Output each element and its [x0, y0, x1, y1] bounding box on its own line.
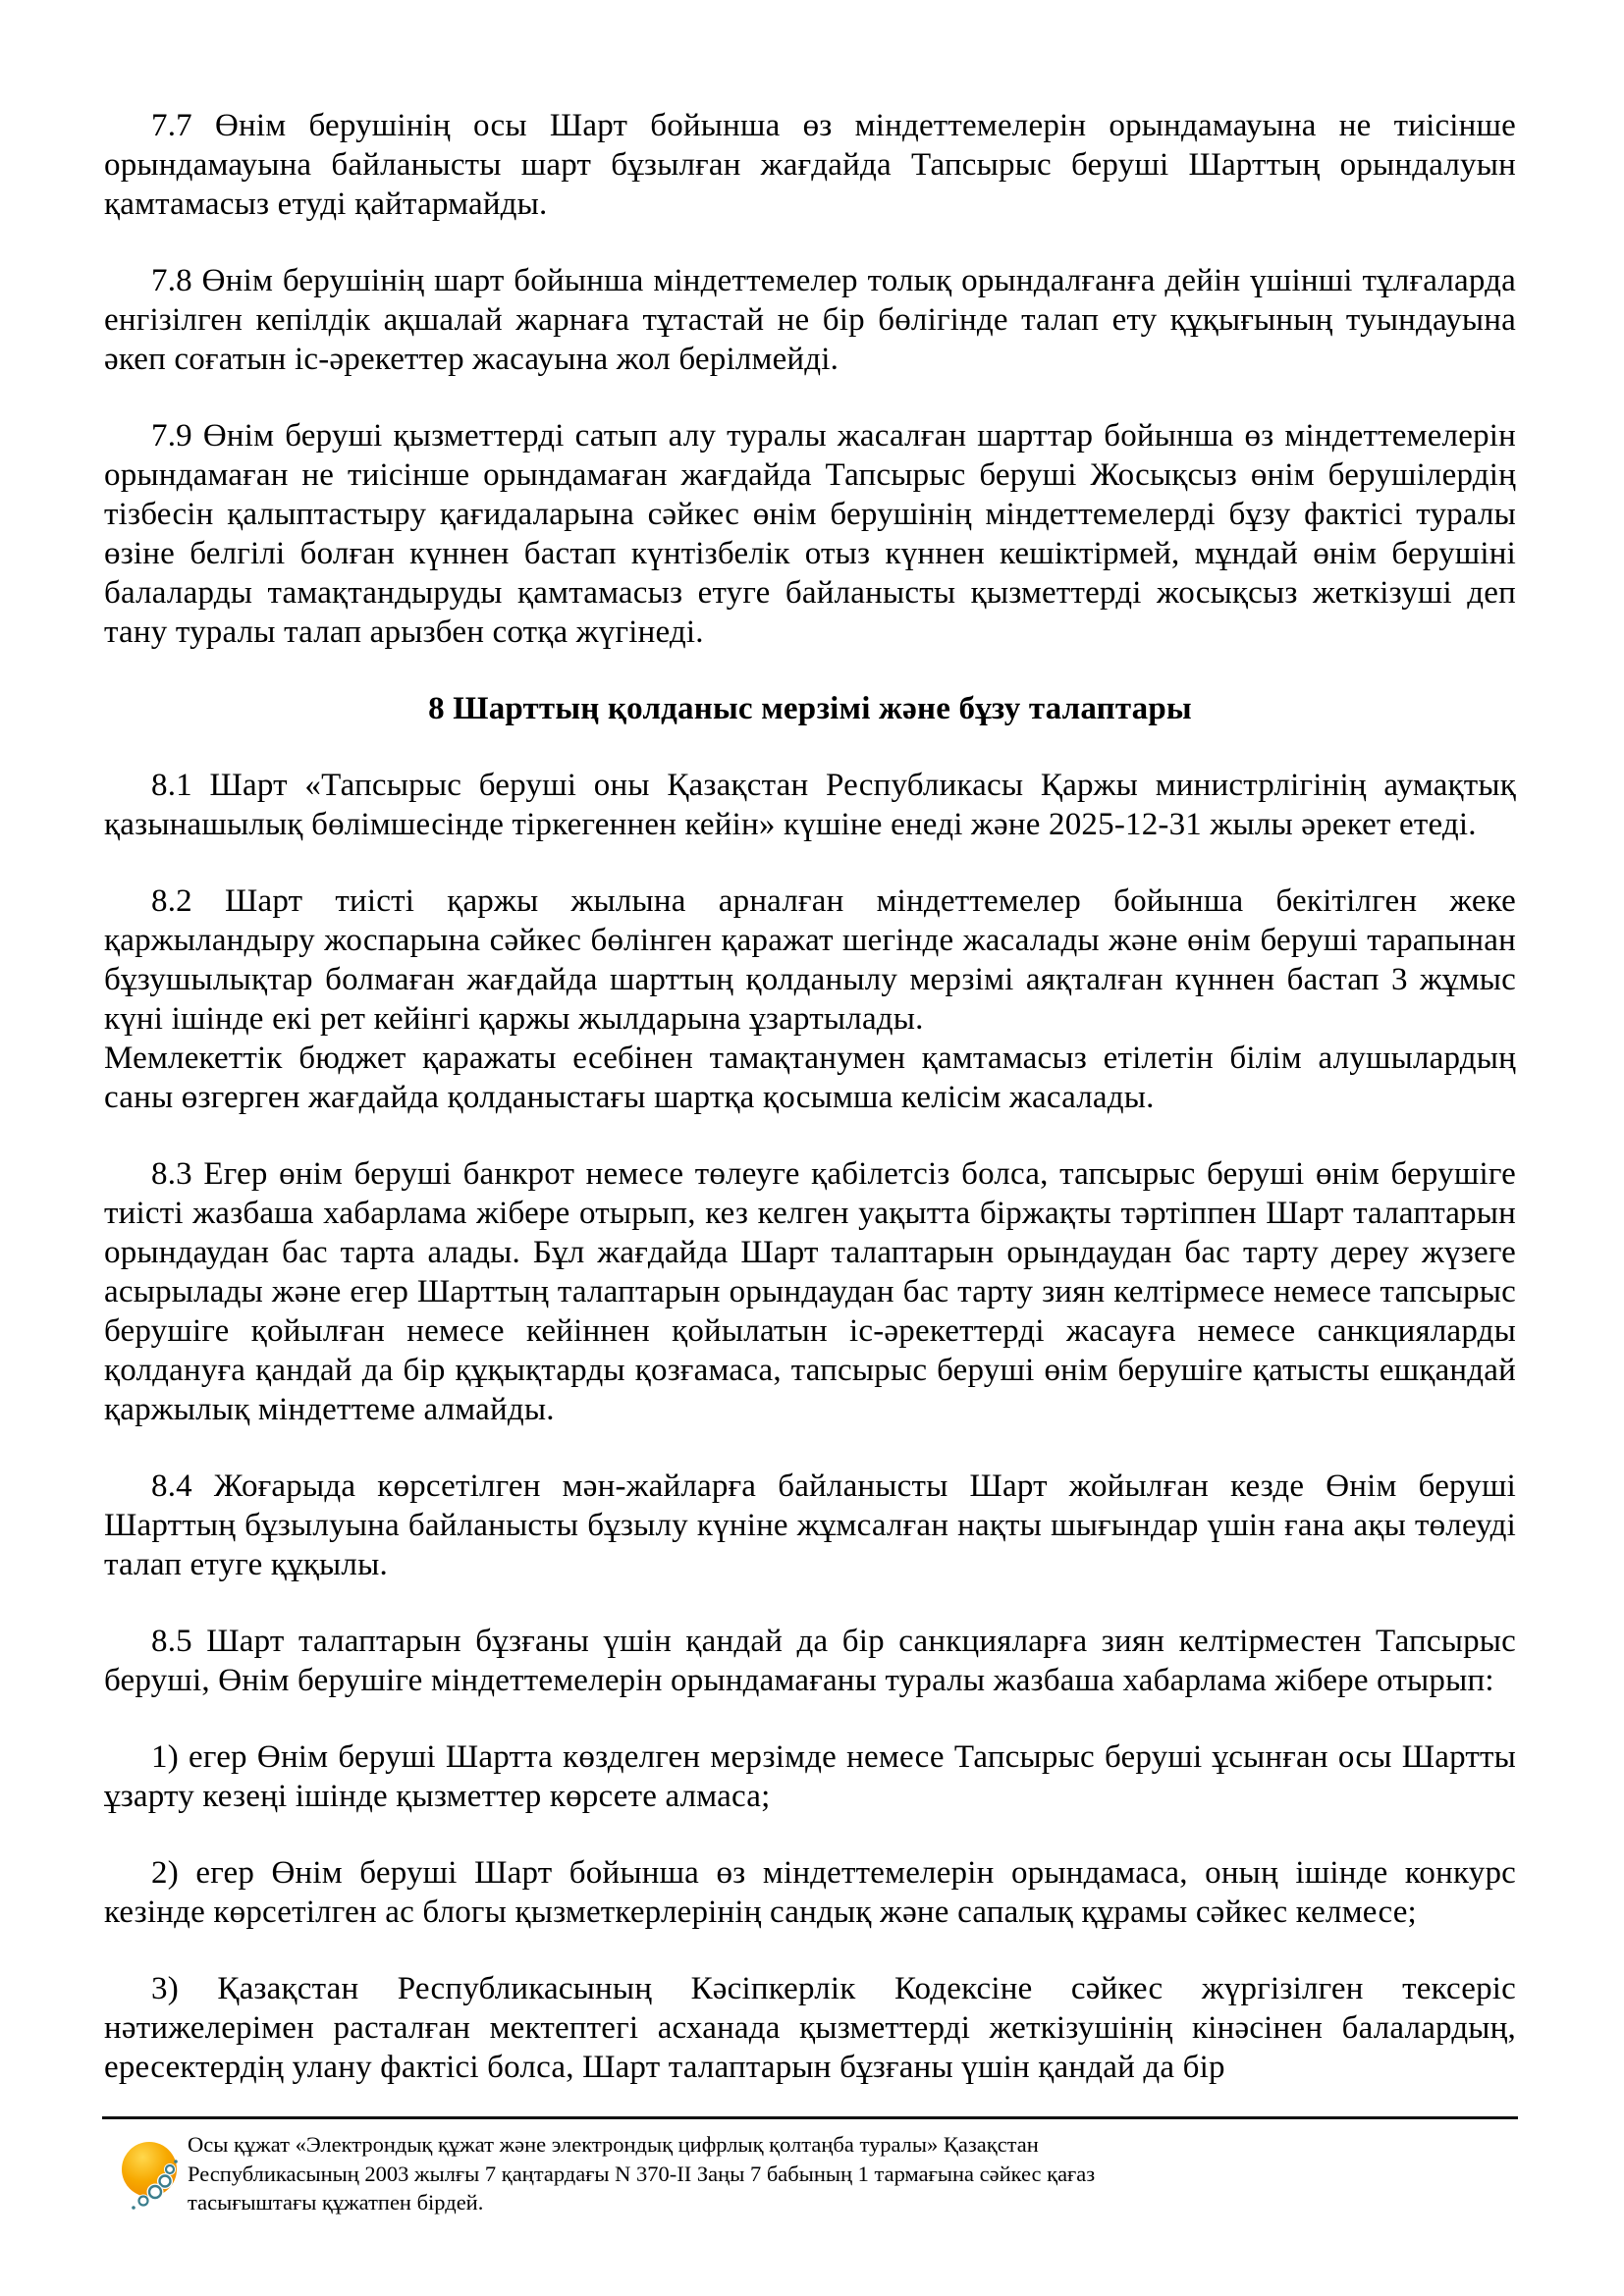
page-cutoff-line: [102, 2116, 1518, 2119]
paragraph-8-2-continuation: Мемлекеттік бюджет қаражаты есебінен тамақтанумен қамтамасыз етілетін білім алушылардың саны өзгерген жағдайда қолданыстағы шартқа қосымша келісім жасалады.: [104, 1041, 1516, 1115]
list-item-1: 1) егер Өнім беруші Шартта көзделген мерзімде немесе Тапсырыс беруші ұсынған осы Шартты ұзарту кезеңі ішінде қызметтер көрсете алмаса;: [104, 1739, 1516, 1814]
paragraph-7-9: 7.9 Өнім беруші қызметтерді сатып алу туралы жасалған шарттар бойынша өз міндеттемелерін орындамаған не тиісінше орындамаған жағдайда Тапсырыс беруші Жосықсыз өнім берушілердің тізбесін қалыптастыру қағидаларына сәйкес өнім берушінің міндеттемелерді бұзу фактісі туралы өзіне белгілі болған күннен бастап күнтізбелік отыз күннен кешіктірмей, мұндай өнім берушіні балаларды тамақтандыруды қамтамасыз етуге байланысты қызметтерді жосықсыз жеткізуші деп тану туралы талап арызбен сотқа жүгінеді.: [104, 418, 1516, 650]
paragraph-8-3: 8.3 Егер өнім беруші банкрот немесе төлеуге қабілетсіз болса, тапсырыс беруші өнім берушіге тиісті жазбаша хабарлама жібере отырып, кез келген уақытта біржақты тәртіппен Шарт талаптарын орындаудан бас тарта алады. Бұл жағдайда Шарт талаптарын орындаудан бас тарту дереу жүзеге асырылады және егер Шарттың талаптарын орындаудан бас тарту зиян келтірмесе немесе тапсырыс берушіге қойылған немесе кейіннен қойылатын іс-әрекеттерді жасауға немесе санкцияларды қолдануға қандай да бір құқықтарды қозғамаса, тапсырыс беруші өнім берушіге қатысты ешқандай қаржылық міндеттеме алмайды.: [104, 1156, 1516, 1427]
document-body: [104, 106, 1516, 2124]
paragraph-7-8: 7.8 Өнім берушінің шарт бойынша міндеттемелер толық орындалғанға дейін үшінші тұлғаларда енгізілген кепілдік ақшалай жарнаға тұтастай не бір бөлігінде талап ету құқығының туындауына әкеп соғатын іс-әрекеттер жасауына жол берілмейді.: [104, 263, 1516, 377]
esign-stamp-icon: [119, 2140, 188, 2218]
list-item-3: 3) Қазақстан Республикасының Кәсіпкерлік Кодексіне сәйкес жүргізілген тексеріс нәтижелерімен расталған мектептегі асханада қызметтерді жеткізушінің кінәсінен балалардың, ересектердің улану фактісі болса, Шарт талаптарын бұзғаны үшін қандай да бір: [104, 1971, 1516, 2085]
esign-footer-line-2: Республикасының 2003 жылғы 7 қаңтардағы N 370-II Заңы 7 бабының 1 тармағына сәйкес қағаз: [188, 2161, 1096, 2186]
paragraph-8-2: 8.2 Шарт тиісті қаржы жылына арналған міндеттемелер бойынша бекітілген жеке қаржыландыру жоспарына сәйкес бөлінген қаражат шегінде жасалады және өнім беруші тарапынан бұзушылықтар болмаған жағдайда шарттың қолданылу мерзімі аяқталған күннен бастап 3 жұмыс күні ішінде екі рет кейінгі қаржы жылдарына ұзартылады.: [104, 883, 1516, 1037]
esign-footer-text: [188, 2130, 1228, 2217]
paragraph-7-7: 7.7 Өнім берушінің осы Шарт бойынша өз міндеттемелерін орындамауына не тиісінше орындамауына байланысты шарт бұзылған жағдайда Тапсырыс беруші Шарттың орындалуын қамтамасыз етуді қайтармайды.: [104, 108, 1516, 222]
section-8-heading: 8 Шарттың қолданыс мерзімі және бұзу талаптары: [428, 691, 1192, 726]
list-item-2: 2) егер Өнім беруші Шарт бойынша өз міндеттемелерін орындамаса, оның ішінде конкурс кезінде көрсетілген ас блогы қызметкерлерінің сандық және сапалық құрамы сәйкес келмесе;: [104, 1855, 1516, 1930]
esign-footer-line-3: тасығыштағы құжатпен бірдей.: [188, 2190, 484, 2215]
paragraph-8-5: 8.5 Шарт талаптарын бұзғаны үшін қандай да бір санкцияларға зиян келтірместен Тапсырыс беруші, Өнім берушіге міндеттемелерін орындамағаны туралы жазбаша хабарлама жібере отырып:: [104, 1624, 1516, 1698]
paragraph-8-4: 8.4 Жоғарыда көрсетілген мән-жайларға байланысты Шарт жойылған кезде Өнім беруші Шарттың бұзылуына байланысты бұзылу күніне жұмсалған нақты шығындар үшін ғана ақы төлеуді талап етуге құқылы.: [104, 1468, 1516, 1582]
esign-footer-line-1: Осы құжат «Электрондық құжат және электрондық цифрлық қолтаңба туралы» Қазақстан: [188, 2132, 1039, 2157]
paragraph-8-1: 8.1 Шарт «Тапсырыс беруші оны Қазақстан Республикасы Қаржы министрлігінің аумақтық қазынашылық бөлімшесінде тіркегеннен кейін» күшіне енеді және 2025-12-31 жылы әрекет етеді.: [104, 768, 1516, 842]
